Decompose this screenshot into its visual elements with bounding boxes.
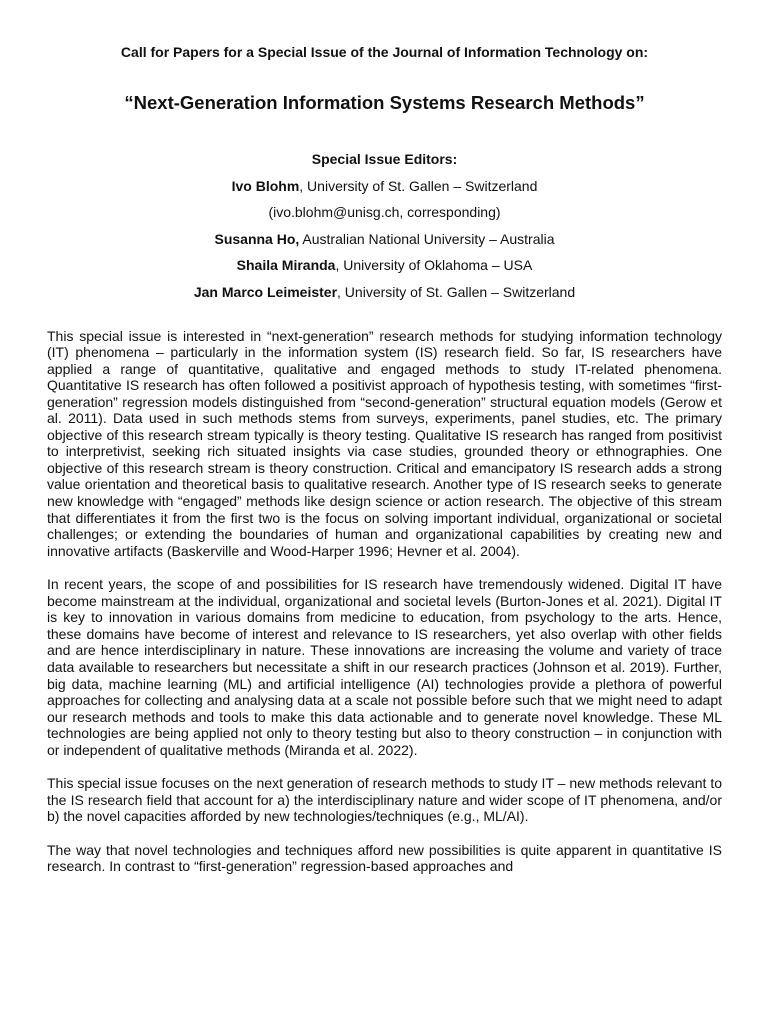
editor-entry [47, 279, 722, 306]
editor-entry [47, 252, 722, 279]
body-paragraph: This special issue is interested in “next-generation” research methods for studying information technology (IT) phenomena – particularly in the information system (IS) research field. So far, IS researchers have applied a range of quantitative, qualitative and engaged methods to study IT-related phenomena. Quantitative IS research has often followed a positivist approach of hypothesis testing, with sometimes “first-generation” regression models distinguished from “second-generation” structural equation models (Gerow et al. 2011). Data used in such methods stems from surveys, experiments, panel studies, etc. The primary objective of this research stream typically is theory testing. Qualitative IS research has ranged from positivist to interpretivist, seeking rich situated insights via case studies, grounded theory or ethnographies. One objective of this research stream is theory construction. Critical and emancipatory IS research adds a strong value orientation and theoretical basis to qualitative research. Another type of IS research seeks to generate new knowledge with “engaged” methods like design science or action research. The objective of this stream that differentiates it from the first two is the focus on solving important individual, organizational or societal challenges; or extending the boundaries of human and organizational capabilities by creating new and innovative artifacts (Baskerville and Wood-Harper 1996; Hevner et al. 2004). [47, 327, 722, 559]
editor-affiliation: Australian National University – Australia [299, 230, 555, 247]
editor-contact-note: (ivo.blohm@unisg.ch, corresponding) [268, 204, 501, 221]
editor-name: Ivo Blohm [231, 177, 300, 194]
body-paragraph: This special issue focuses on the next generation of research methods to study IT – new methods relevant to the IS research field that account for a) the interdisciplinary nature and wider scope of IT phenomena, and/or b) the novel capacities afforded by new technologies/techniques (e.g., ML/AI). [47, 775, 722, 825]
editor-name: Shaila Miranda [236, 257, 336, 274]
editor-affiliation: , University of St. Gallen – Switzerland [337, 283, 576, 300]
editor-entry [47, 226, 722, 253]
editor-name: Susanna Ho, [214, 230, 300, 247]
body-paragraph: In recent years, the scope of and possibilities for IS research have tremendously widened. Digital IT have become mainstream at the individual, organizational and societal levels (Burton-Jones et al. 2021). Digital IT is key to innovation in various domains from medicine to education, from psychology to the arts. Hence, these domains have become of interest and relevance to IS researchers, yet also overlap with other fields and are hence interdisciplinary in nature. These innovations are increasing the volume and variety of trace data available to researchers but necessitate a shift in our research practices (Johnson et al. 2019). Further, big data, machine learning (ML) and artificial intelligence (AI) technologies provide a plethora of powerful approaches for collecting and analysing data at a scale not possible before such that we might need to adapt our research methods and tools to make this data actionable and to generate novel knowledge. These ML technologies are being applied not only to theory testing but also to theory construction – in conjunction with or independent of qualitative methods (Miranda et al. 2022). [47, 576, 722, 758]
editor-name: Jan Marco Leimeister [193, 283, 338, 300]
body-paragraph: The way that novel technologies and techniques afford new possibilities is quite apparent in quantitative IS research. In contrast to “first-generation” regression-based approaches and [47, 841, 722, 875]
editor-entry [47, 173, 722, 200]
special-issue-title: “Next-Generation Information Systems Research Methods” [124, 92, 645, 113]
editors-heading: Special Issue Editors: [311, 151, 458, 167]
call-for-papers-line: Call for Papers for a Special Issue of the Journal of Information Technology on: [120, 44, 649, 60]
editor-affiliation: , University of Oklahoma – USA [335, 257, 533, 274]
editor-affiliation: , University of St. Gallen – Switzerland [299, 177, 538, 194]
editors-block [47, 146, 722, 306]
